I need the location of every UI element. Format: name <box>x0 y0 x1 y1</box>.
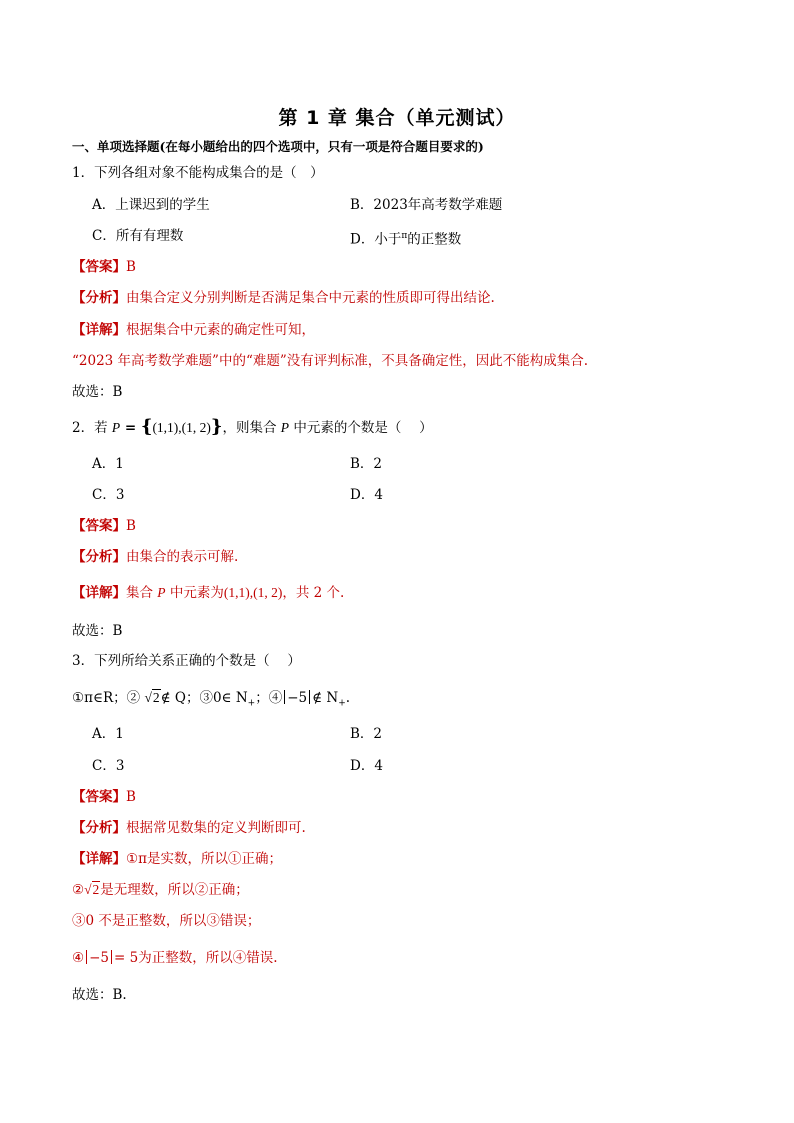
sqrt-symbol: √2 <box>144 690 160 705</box>
q2-stem-suffix: 中元素的个数是（ ） <box>289 420 433 436</box>
q3-detail-4 <box>72 949 278 967</box>
q3-detail-1 <box>72 850 282 868</box>
q2-option-a: A．1 <box>92 456 124 472</box>
q3-stem: 3．下列所给关系正确的个数是（ ） <box>72 653 301 669</box>
analysis-tag: 【分析】 <box>72 549 126 565</box>
q3-analysis <box>72 819 306 837</box>
detail-tag: 【详解】 <box>72 322 126 338</box>
detail-prefix: 集合 <box>126 585 158 601</box>
sqrt-symbol: √2 <box>84 882 100 897</box>
abs-bar-left <box>284 690 285 704</box>
detail-4-tail: = 5为正整数，所以④错误. <box>114 950 278 966</box>
rel-1: ①π∈R；② <box>72 690 145 706</box>
q3-relations <box>72 689 350 713</box>
subscript-plus: + <box>247 698 256 709</box>
q2-option-b: B．2 <box>350 456 383 472</box>
q1-detail <box>72 321 315 339</box>
radicand: 2 <box>152 690 160 705</box>
q2-stem <box>72 418 433 437</box>
q2-option-c: C．3 <box>92 487 125 503</box>
page-title: 第 1 章 集合（单元测试） <box>278 107 516 129</box>
q1-option-d-prefix: D．小于 <box>350 231 402 248</box>
detail-text-1: ①π是实数，所以①正确； <box>126 851 282 867</box>
q2-answer <box>72 517 136 535</box>
q3-option-d: D．4 <box>350 758 383 774</box>
equals: = <box>120 420 141 436</box>
rel-4-tail: ∉ N <box>312 690 339 706</box>
answer-tag: 【答案】 <box>72 789 126 805</box>
q2-detail <box>72 584 344 602</box>
set-p-2: P <box>280 420 290 435</box>
answer-value: B <box>126 259 136 275</box>
q2-final: 故选：B <box>72 623 123 639</box>
q1-analysis <box>72 289 495 307</box>
answer-value: B <box>126 789 136 805</box>
q1-option-b: B．2023年高考数学难题 <box>350 197 503 213</box>
q1-final: 故选：B <box>72 384 123 400</box>
radicand: 2 <box>92 882 100 897</box>
detail-count: 2 <box>313 585 323 601</box>
analysis-text: 由集合的表示可解. <box>126 549 239 565</box>
rel-end: . <box>345 690 351 706</box>
detail-suffix: 个. <box>322 585 345 601</box>
analysis-tag: 【分析】 <box>72 820 126 836</box>
q2-option-d: D．4 <box>350 487 383 503</box>
detail-2-tail: 是无理数，所以②正确； <box>100 882 249 898</box>
analysis-text: 根据常见数集的定义判断即可. <box>126 820 306 836</box>
q2-stem-mid: ，则集合 <box>222 420 281 436</box>
abs-bar-right <box>111 950 112 964</box>
pi-symbol: π <box>401 231 408 241</box>
q1-option-a: A．上课迟到的学生 <box>92 197 210 213</box>
right-brace: } <box>210 416 223 437</box>
detail-tag: 【详解】 <box>72 585 126 601</box>
q3-detail-3: ③0 不是正整数，所以③错误； <box>72 913 261 929</box>
q1-answer <box>72 258 136 276</box>
q3-answer <box>72 788 136 806</box>
set-p: P <box>157 585 166 600</box>
answer-tag: 【答案】 <box>72 518 126 534</box>
answer-tag: 【答案】 <box>72 259 126 275</box>
q1-option-d <box>350 227 461 249</box>
answer-value: B <box>126 518 136 534</box>
left-brace: { <box>140 416 153 437</box>
section-heading: 一、单项选择题(在每小题给出的四个选项中，只有一项是符合题目要求的) <box>72 139 484 154</box>
analysis-text: 由集合定义分别判断是否满足集合中元素的性质即可得出结论. <box>126 290 495 306</box>
set-p: P <box>111 420 121 435</box>
rel-2-tail: ∉ Q；③0∈ N <box>160 690 248 706</box>
q2-analysis <box>72 548 238 566</box>
q3-detail-2 <box>72 881 249 899</box>
q1-option-d-suffix: 的正整数 <box>407 231 462 248</box>
set-elements: (1,1),(1, 2) <box>152 420 211 435</box>
q3-option-b: B．2 <box>350 726 383 742</box>
subscript-plus-2: + <box>338 698 346 709</box>
abs-bar-left <box>86 950 87 964</box>
q2-stem-prefix: 2．若 <box>72 420 112 436</box>
q3-option-a: A．1 <box>92 726 124 742</box>
detail-2-head: ② <box>72 882 85 898</box>
abs-bar-right <box>309 690 310 704</box>
rel-4-head: ；④ <box>255 690 283 706</box>
detail-4-head: ④ <box>72 950 85 966</box>
detail-count-prefix: ，共 <box>282 585 314 601</box>
abs-value: −5 <box>287 690 308 706</box>
q3-final: 故选：B. <box>72 987 127 1003</box>
detail-set: (1,1),(1, 2) <box>223 585 283 600</box>
q1-detail-2: “2023 年高考数学难题”中的“难题”没有评判标准，不具备确定性，因此不能构成集合. <box>72 353 589 369</box>
detail-text: 根据集合中元素的确定性可知， <box>126 322 315 338</box>
analysis-tag: 【分析】 <box>72 290 126 306</box>
q1-option-c: C．所有有理数 <box>92 228 184 244</box>
detail-mid: 中元素为 <box>165 585 224 601</box>
q3-option-c: C．3 <box>92 758 125 774</box>
q1-stem: 1．下列各组对象不能构成集合的是（ ） <box>72 165 324 181</box>
detail-tag: 【详解】 <box>72 851 126 867</box>
abs-value: −5 <box>89 950 110 966</box>
